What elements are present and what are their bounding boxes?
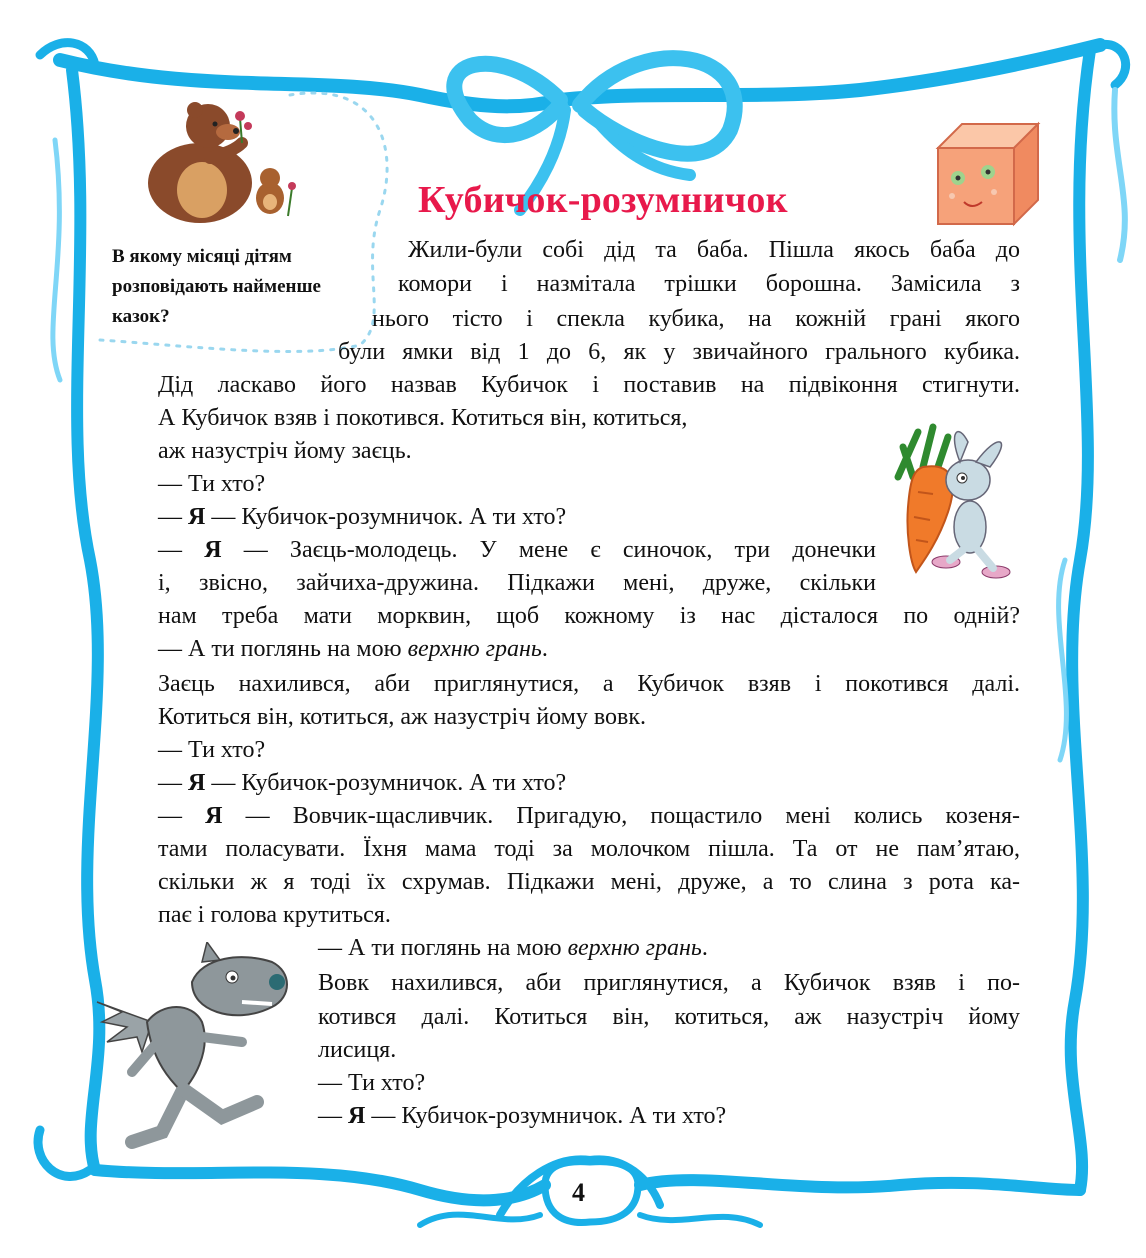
- story-line: А Кубичок взяв і покотився. Котиться він, котиться,: [158, 405, 688, 431]
- story-line: Котиться він, котиться, аж назустріч йому вовк.: [158, 704, 646, 730]
- dash: —: [318, 1103, 348, 1129]
- dash: —: [158, 537, 205, 563]
- story-line: Дід ласкаво його назвав Кубичок і поставив на підвіконня стигнути.: [158, 372, 1020, 398]
- riddle-question: [112, 242, 362, 332]
- speech: — Кубичок-розумничок. А ти хто?: [205, 770, 567, 796]
- dash: —: [158, 803, 206, 829]
- riddle-line: казок?: [112, 306, 170, 327]
- story-line: — Ти хто?: [318, 1070, 426, 1096]
- rabbit-with-carrot-illustration: [878, 422, 1028, 587]
- cube-character-illustration: [932, 118, 1044, 228]
- speech: — Заєць-молодець. У мене є синочок, три донечки: [221, 537, 877, 563]
- story-line: [158, 767, 566, 799]
- bear-illustration: [140, 98, 310, 226]
- speaker-bold: Я: [188, 504, 206, 530]
- story-line: комори і назмітала трішки борошна. Замісила з: [398, 271, 1020, 297]
- italic-phrase: верхню грань: [407, 636, 542, 662]
- story-line: котився далі. Котиться він, котиться, аж назустріч йому: [318, 1004, 1020, 1030]
- dash: —: [158, 770, 188, 796]
- speech: — Вовчик-щасливчик. Пригадую, пощастило мені колись козеня-: [222, 803, 1020, 829]
- speaker-bold: Я: [188, 770, 206, 796]
- story-line: лисиця.: [318, 1037, 397, 1063]
- story-line: [318, 932, 708, 964]
- story-line: [158, 501, 566, 533]
- page-number: 4: [572, 1178, 585, 1207]
- speech: — А ти поглянь на мою: [158, 636, 408, 662]
- riddle-line: В якому місяці дітям: [112, 246, 292, 267]
- story-line: нього тісто і спекла кубика, на кожній грані якого: [372, 306, 1020, 332]
- riddle-line: розповідають найменше: [112, 276, 321, 297]
- speech: — А ти поглянь на мою: [318, 935, 568, 961]
- story-line: Жили-були собі дід та баба. Пішла якось баба до: [408, 237, 1020, 263]
- story-line: нам треба мати морквин, щоб кожному із нас дісталося по одній?: [158, 603, 1020, 629]
- dash: —: [158, 504, 188, 530]
- speaker-bold: Я: [348, 1103, 366, 1129]
- punctuation: .: [541, 636, 548, 662]
- story-line: скільки ж я тоді їх схрумав. Підкажи мені, друже, а то слина з рота ка-: [158, 869, 1020, 895]
- italic-phrase: верхню грань: [567, 935, 702, 961]
- speech: — Кубичок-розумничок. А ти хто?: [205, 504, 567, 530]
- story-line: [158, 633, 548, 665]
- punctuation: .: [701, 935, 708, 961]
- speech: — Кубичок-розумничок. А ти хто?: [365, 1103, 727, 1129]
- story-line: — Ти хто?: [158, 471, 266, 497]
- speaker-bold: Я: [205, 803, 223, 829]
- story-line: тами поласувати. Їхня мама тоді за молочком пішла. Та от не пам’ятаю,: [158, 836, 1020, 862]
- story-line: [318, 1100, 726, 1132]
- story-line: Заєць нахилився, аби приглянутися, а Кубичок взяв і покотився далі.: [158, 671, 1020, 697]
- story-line: аж назустріч йому заєць.: [158, 438, 412, 464]
- story-line: були ямки від 1 до 6, як у звичайного грального кубика.: [338, 339, 1020, 365]
- wolf-illustration: [92, 942, 302, 1162]
- story-line: Вовк нахилився, аби приглянутися, а Кубичок взяв і по-: [318, 970, 1020, 996]
- story-line: [158, 534, 876, 566]
- story-line: і, звісно, зайчиха-дружина. Підкажи мені, друже, скільки: [158, 570, 876, 596]
- story-line: [158, 800, 1020, 832]
- story-line: — Ти хто?: [158, 737, 266, 763]
- story-line: пає і голова крутиться.: [158, 902, 391, 928]
- story-title: Кубичок-розумничок: [418, 179, 788, 221]
- speaker-bold: Я: [204, 537, 222, 563]
